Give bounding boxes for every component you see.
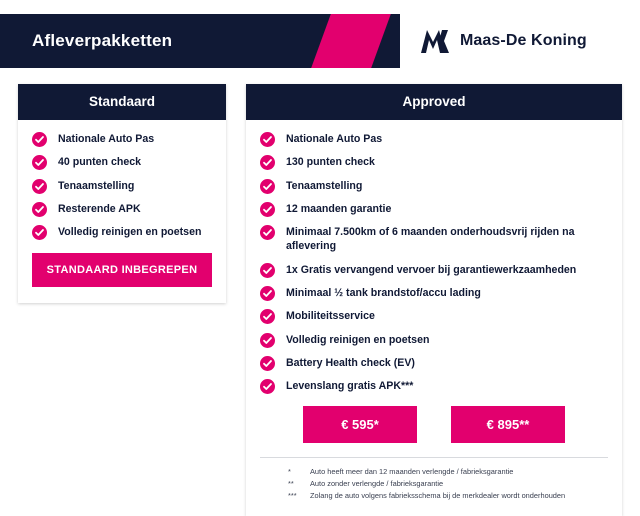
footnote-text: Zolang de auto volgens fabrieksschema bij de merkdealer wordt onderhouden — [310, 490, 566, 500]
footnotes — [260, 457, 608, 501]
feature-label: Tenaamstelling — [58, 179, 135, 192]
list-item — [260, 309, 608, 323]
feature-label: Minimaal 7.500km of 6 maanden onderhoudsvrij rijden na aflevering — [286, 226, 575, 253]
feature-label: Tenaamstelling — [286, 179, 363, 192]
check-icon — [32, 132, 47, 147]
list-item — [260, 202, 608, 216]
price-button-595[interactable]: € 595* — [303, 406, 417, 443]
footnote-mark: * — [288, 466, 291, 476]
page-title: Afleverpakketten — [32, 31, 173, 50]
check-icon — [32, 155, 47, 170]
feature-label: Volledig reinigen en poetsen — [286, 333, 430, 346]
feature-label: Battery Health check (EV) — [286, 356, 415, 369]
check-icon — [32, 179, 47, 194]
check-icon — [260, 179, 275, 194]
feature-label: 1x Gratis vervangend vervoer bij garantiewerkzaamheden — [286, 263, 577, 276]
brand-block — [400, 14, 640, 68]
list-item — [260, 333, 608, 347]
check-icon — [260, 132, 275, 147]
check-icon — [32, 202, 47, 217]
feature-list-approved — [260, 132, 608, 394]
brand-name: Maas-De Koning — [460, 32, 587, 49]
feature-label: 40 punten check — [58, 156, 142, 169]
list-item — [32, 179, 212, 193]
feature-label: Levenslang gratis APK*** — [286, 380, 414, 393]
price-row — [260, 406, 608, 443]
check-icon — [260, 309, 275, 324]
footnote — [288, 490, 608, 501]
feature-label: Resterende APK — [58, 202, 141, 215]
footnote-text: Auto heeft meer dan 12 maanden verlengde / fabrieksgarantie — [310, 466, 514, 476]
list-item — [260, 286, 608, 300]
package-title-approved: Approved — [246, 84, 622, 120]
footnote-mark: *** — [288, 490, 297, 500]
package-body-standaard — [18, 120, 226, 303]
check-icon — [260, 379, 275, 394]
feature-list-standaard — [32, 132, 212, 239]
list-item — [260, 132, 608, 146]
list-item — [260, 379, 608, 393]
mdk-monogram-icon — [420, 28, 450, 54]
check-icon — [260, 225, 275, 240]
list-item — [32, 132, 212, 146]
header-accent-shape — [311, 14, 391, 68]
package-card-standaard — [18, 84, 226, 303]
check-icon — [260, 333, 275, 348]
list-item — [260, 356, 608, 370]
feature-label: 12 maanden garantie — [286, 202, 392, 215]
list-item — [260, 263, 608, 277]
feature-label: Nationale Auto Pas — [286, 133, 383, 145]
check-icon — [32, 225, 47, 240]
package-card-approved — [246, 84, 622, 516]
list-item — [260, 225, 608, 254]
feature-label: 130 punten check — [286, 156, 375, 169]
list-item — [32, 155, 212, 169]
footnote — [288, 466, 608, 477]
check-icon — [260, 286, 275, 301]
page-header — [0, 14, 640, 68]
check-icon — [260, 356, 275, 371]
list-item — [32, 225, 212, 239]
list-item — [32, 202, 212, 216]
feature-label: Nationale Auto Pas — [58, 133, 155, 145]
footnote — [288, 478, 608, 489]
price-button-895[interactable]: € 895** — [451, 406, 565, 443]
check-icon — [260, 202, 275, 217]
list-item — [260, 155, 608, 169]
feature-label: Mobiliteitsservice — [286, 310, 375, 323]
footnote-text: Auto zonder verlengde / fabrieksgarantie — [310, 478, 444, 488]
check-icon — [260, 155, 275, 170]
package-title-standaard: Standaard — [18, 84, 226, 120]
feature-label: Volledig reinigen en poetsen — [58, 226, 202, 239]
footnote-mark: ** — [288, 478, 294, 488]
feature-label: Minimaal ½ tank brandstof/accu lading — [286, 287, 481, 300]
package-body-approved — [246, 120, 622, 516]
standaard-inbegrepen-button[interactable]: STANDAARD INBEGREPEN — [32, 253, 212, 287]
list-item — [260, 179, 608, 193]
check-icon — [260, 263, 275, 278]
